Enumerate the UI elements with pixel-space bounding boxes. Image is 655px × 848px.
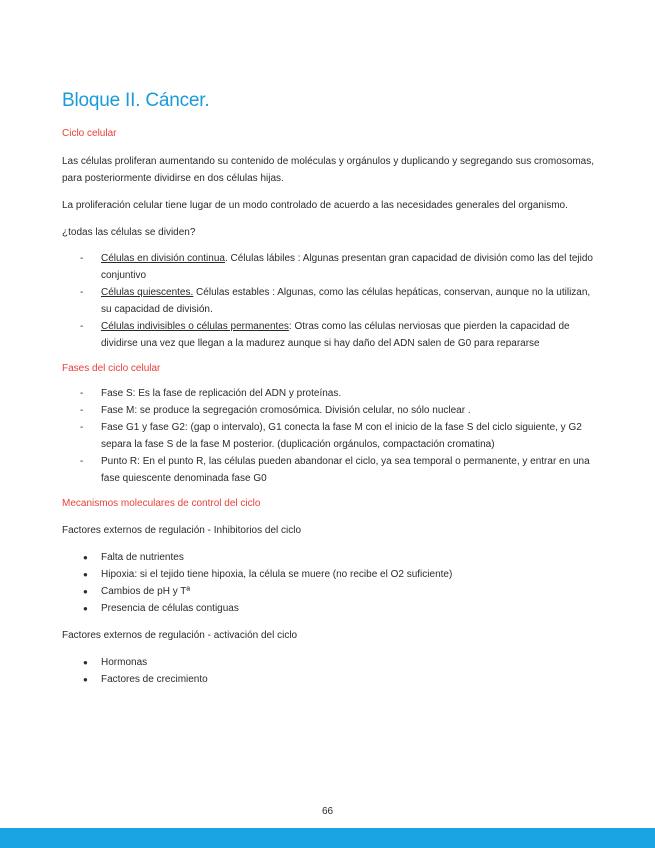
- dash-marker: -: [80, 287, 84, 298]
- list-item-text: Células estables : Algunas, como las células hepáticas, conservan, aunque no la utilizan, su capacidad de división.: [101, 287, 591, 315]
- list-item: [62, 549, 597, 566]
- list-item-text: . Células lábiles : Algunas presentan gran capacidad de división como las del tejido conjuntivo: [101, 253, 593, 281]
- list-item-text: Fase S: Es la fase de replicación del ADN y proteínas.: [101, 388, 342, 399]
- bullet-icon: ●: [83, 658, 88, 667]
- list-item: [62, 453, 597, 487]
- dash-marker: -: [80, 321, 84, 332]
- list-item: [62, 419, 597, 453]
- dash-marker: -: [80, 456, 84, 467]
- footer-bar: [0, 828, 655, 848]
- inhibitory-factors-list: [62, 549, 597, 617]
- list-item-text: Hormonas: [101, 657, 148, 668]
- list-item: [62, 402, 597, 419]
- bullet-icon: ●: [83, 675, 88, 684]
- list-item: [62, 600, 597, 617]
- bullet-icon: ●: [83, 553, 88, 562]
- section-heading-ciclo-celular: Ciclo celular: [62, 128, 117, 139]
- list-item: [62, 583, 597, 600]
- list-item-text: Fase G1 y fase G2: (gap o intervalo), G1 conecta la fase M con el inicio de la fase S del ciclo siguiente, y G2 separa la fase S de la fase M posterior. (duplicación orgánulos, compactación cromatina): [101, 422, 582, 450]
- bullet-icon: ●: [83, 570, 88, 579]
- activation-factors-title: Factores externos de regulación - activación del ciclo: [62, 630, 298, 641]
- list-item: [62, 671, 597, 688]
- page-title: Bloque II. Cáncer.: [62, 90, 210, 111]
- paragraph-proliferacion-controlada: La proliferación celular tiene lugar de un modo controlado de acuerdo a las necesidades generales del organismo.: [62, 200, 568, 211]
- list-item-text: : Otras como las células nerviosas que pierden la capacidad de dividirse una vez que llegan a la madurez aunque si hay daño del ADN salen de G0 para repararse: [101, 321, 570, 349]
- bullet-icon: ●: [83, 587, 88, 596]
- list-item: [62, 250, 597, 284]
- page-number: 66: [321, 806, 334, 817]
- list-item-text: Presencia de células contiguas: [101, 603, 239, 614]
- list-item-text: Falta de nutrientes: [101, 552, 184, 563]
- list-item: [62, 654, 597, 671]
- list-item-text: Fase M: se produce la segregación cromosómica. División celular, no sólo nuclear .: [101, 405, 471, 416]
- bullet-icon: ●: [83, 604, 88, 613]
- page-content: [62, 90, 597, 688]
- dash-marker: -: [80, 388, 84, 399]
- list-item-text: Factores de crecimiento: [101, 674, 208, 685]
- cell-types-list: [62, 250, 597, 352]
- inhibitory-factors-title: Factores externos de regulación - Inhibitorios del ciclo: [62, 525, 302, 536]
- section-heading-fases: Fases del ciclo celular: [62, 363, 161, 374]
- paragraph-proliferacion: Las células proliferan aumentando su contenido de moléculas y orgánulos y duplicando y segregando sus cromosomas, para posteriormente dividirse en dos células hijas.: [62, 156, 594, 184]
- dash-marker: -: [80, 405, 84, 416]
- list-item-text: Hipoxia: si el tejido tiene hipoxia, la célula se muere (no recibe el O2 suficiente): [101, 569, 453, 580]
- phases-list: [62, 385, 597, 487]
- dash-marker: -: [80, 253, 84, 264]
- list-item-term: Células indivisibles o células permanentes: [101, 321, 289, 332]
- list-item-term: Células quiescentes.: [101, 287, 194, 298]
- list-item: [62, 284, 597, 318]
- list-item-text: Cambios de pH y Tª: [101, 586, 191, 597]
- list-item: [62, 566, 597, 583]
- activation-factors-list: [62, 654, 597, 688]
- list-item-term: Células en división continua: [101, 253, 225, 264]
- section-heading-mecanismos: Mecanismos moleculares de control del ciclo: [62, 498, 261, 509]
- list-item-text: Punto R: En el punto R, las células pueden abandonar el ciclo, ya sea temporal o permanente, y entrar en una fase quiescente denominada fase G0: [101, 456, 590, 484]
- list-item: [62, 385, 597, 402]
- paragraph-pregunta: ¿todas las células se dividen?: [62, 227, 196, 238]
- list-item: [62, 318, 597, 352]
- dash-marker: -: [80, 422, 84, 433]
